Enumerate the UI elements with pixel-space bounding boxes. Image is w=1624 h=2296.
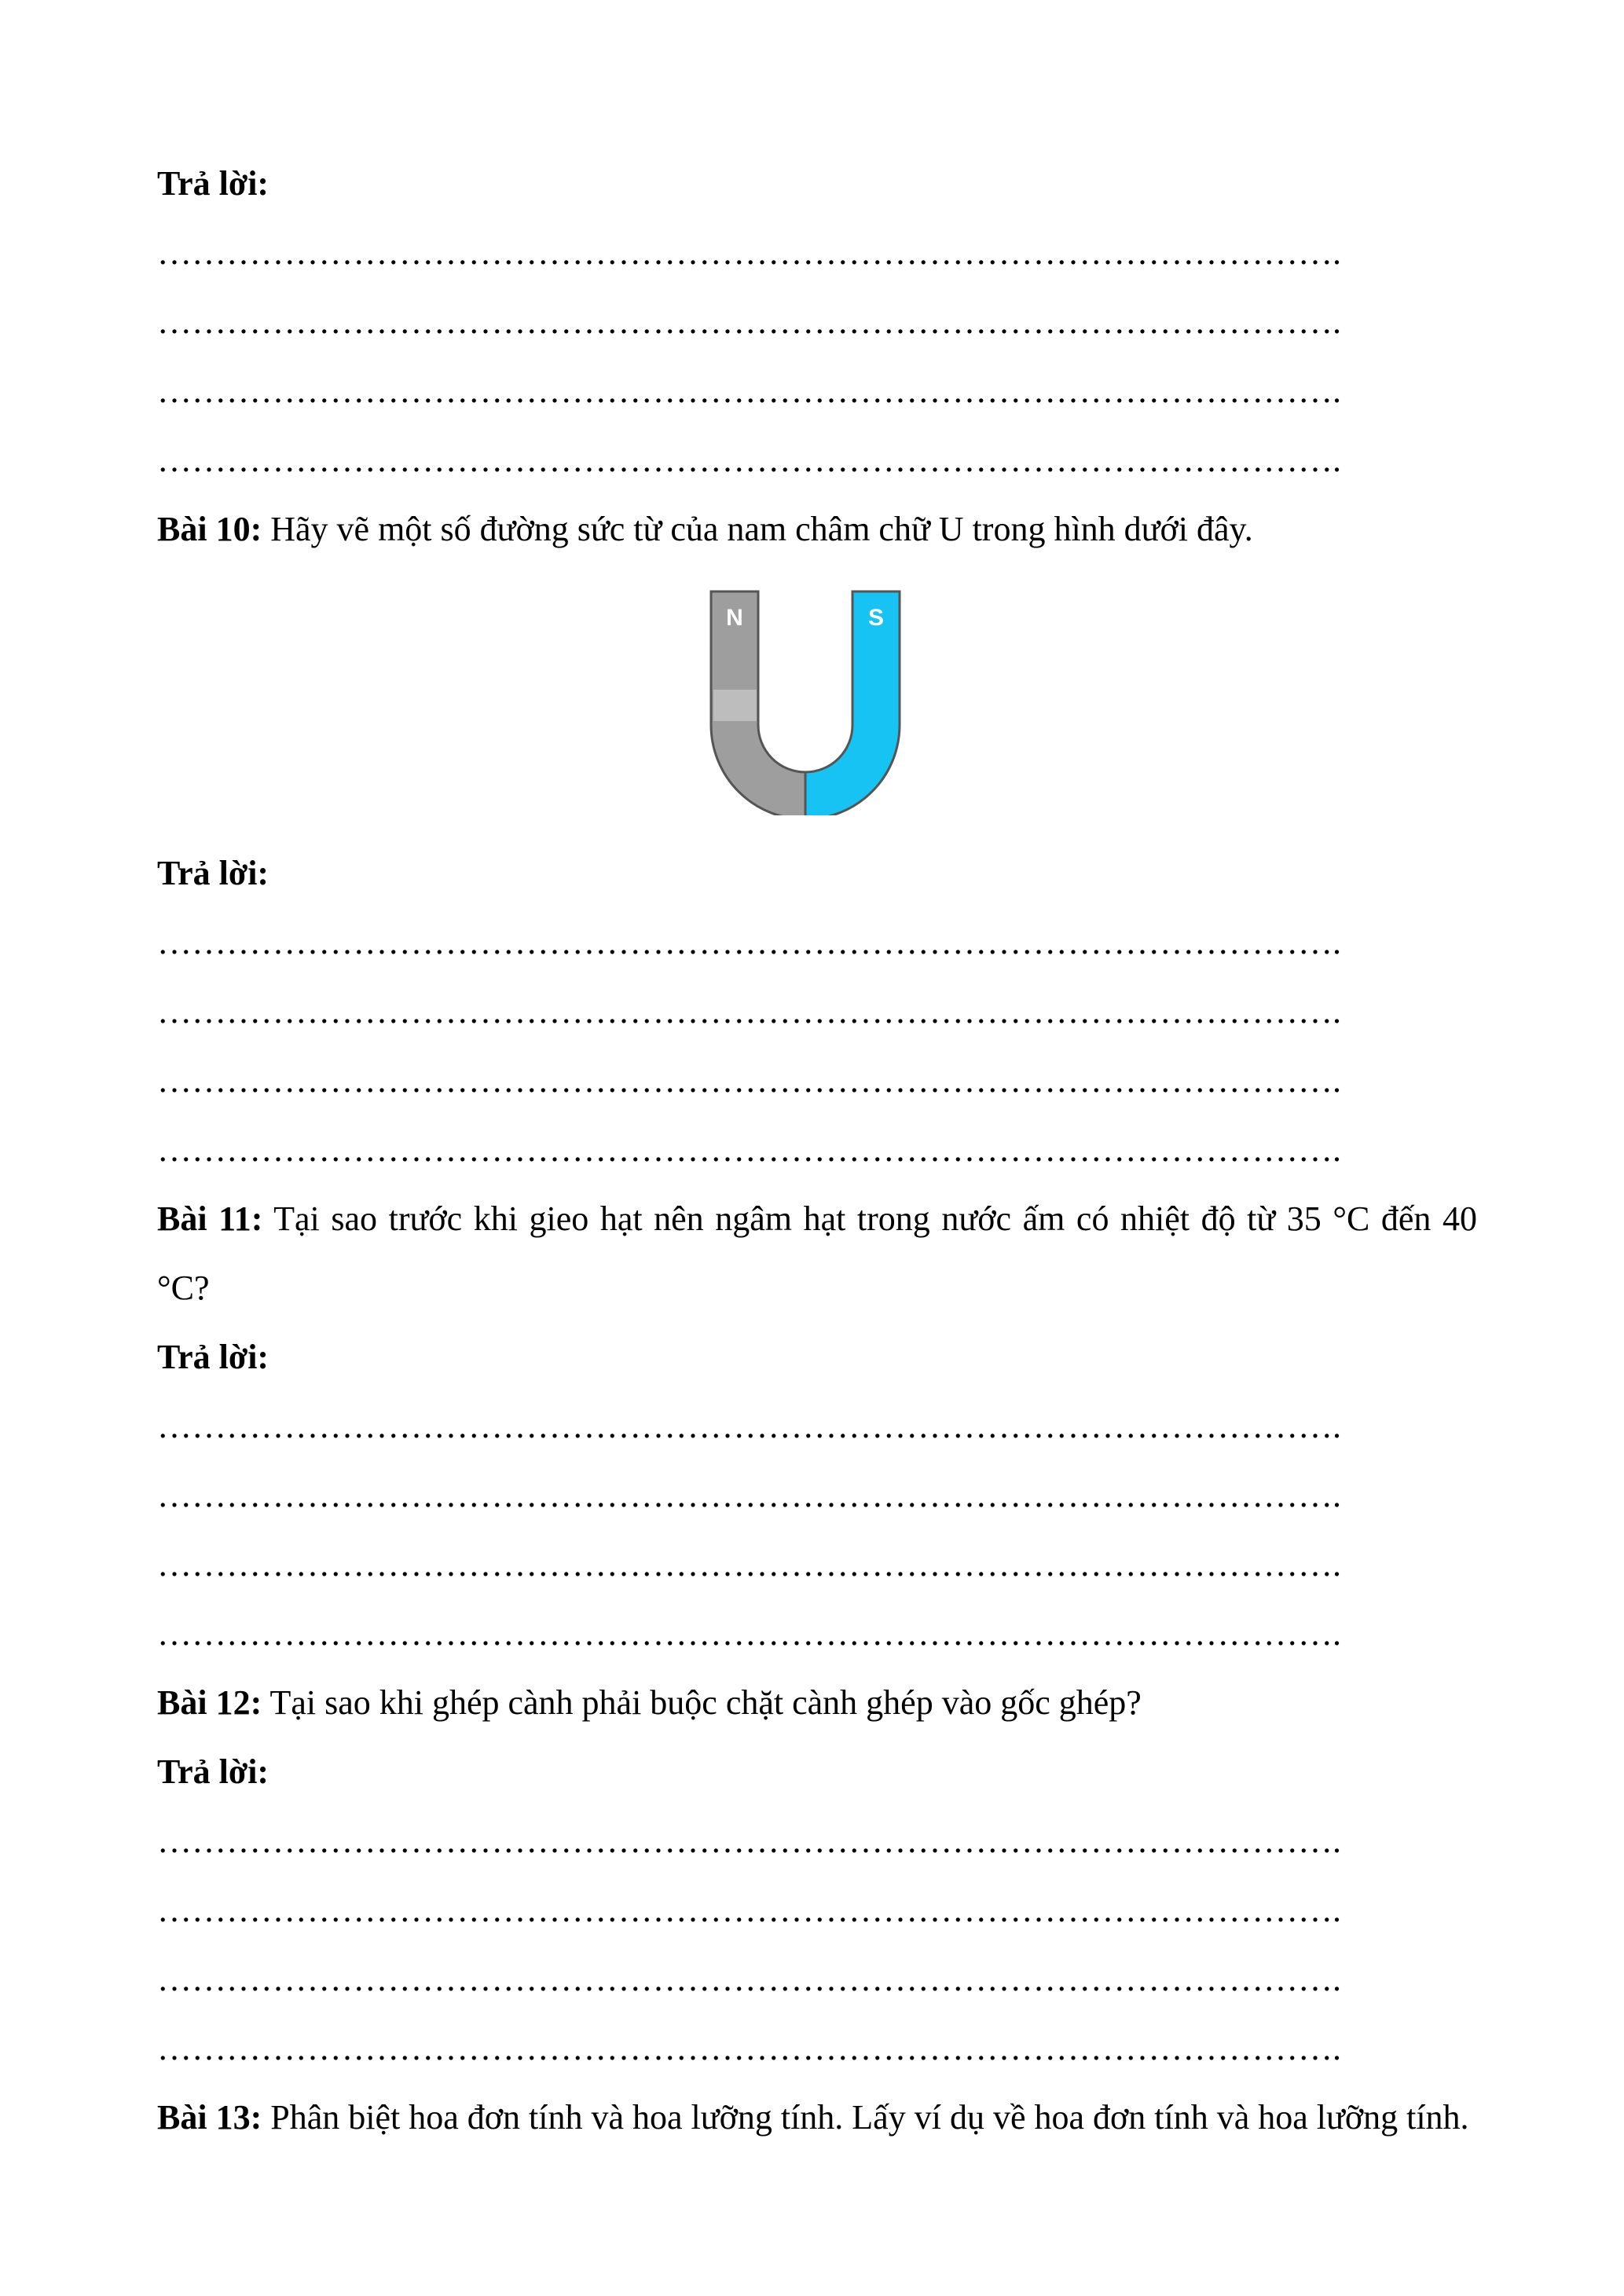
answer-line: ………………………………………………………………………………………….	[157, 1130, 1341, 1169]
answer-line: ………………………………………………………………………………………….	[157, 1891, 1341, 1929]
question-text: Hãy vẽ một số đường sức từ của nam châm chữ U trong hình dưới đây.	[262, 510, 1253, 548]
question-12	[157, 1668, 1477, 1738]
magnet-south-arm	[805, 591, 900, 815]
answer-line: ………………………………………………………………………………………….	[157, 2029, 1341, 2067]
answer-label: Trả lời:	[157, 164, 269, 203]
answer-line: ………………………………………………………………………………………….	[157, 302, 1341, 341]
answer-line: ………………………………………………………………………………………….	[157, 1960, 1341, 1998]
answer-line: ………………………………………………………………………………………….	[157, 1476, 1341, 1514]
answer-label: Trả lời:	[157, 1752, 269, 1791]
answer-line: ………………………………………………………………………………………….	[157, 1614, 1341, 1653]
magnet-shade-band	[713, 690, 757, 721]
question-text: Tại sao khi ghép cành phải buộc chặt cành ghép vào gốc ghép?	[262, 1683, 1142, 1722]
answer-line: ………………………………………………………………………………………….	[157, 1407, 1341, 1445]
magnet-south-label: S	[867, 605, 885, 631]
question-label: Bài 13:	[157, 2098, 262, 2137]
answer-line: ………………………………………………………………………………………….	[157, 992, 1341, 1031]
question-10	[157, 495, 1477, 564]
answer-line: ………………………………………………………………………………………….	[157, 1822, 1341, 1860]
answer-line: ………………………………………………………………………………………….	[157, 1545, 1341, 1584]
answer-line: ………………………………………………………………………………………….	[157, 923, 1341, 961]
answer-label: Trả lời:	[157, 854, 269, 892]
question-label: Bài 12:	[157, 1683, 262, 1722]
question-text: Tại sao trước khi gieo hạt nên ngâm hạt trong nước ấm có nhiệt độ từ 35 °C đến 40 °C?	[157, 1199, 1478, 1307]
question-11	[157, 1185, 1477, 1323]
answer-line: ………………………………………………………………………………………….	[157, 372, 1341, 410]
answer-label: Trả lời:	[157, 1338, 269, 1376]
magnet-north-label: N	[726, 605, 743, 631]
u-magnet-illustration	[707, 588, 904, 815]
u-magnet-figure	[157, 564, 1477, 839]
document-page	[157, 149, 1477, 2152]
question-13	[157, 2083, 1477, 2152]
question-text: Phân biệt hoa đơn tính và hoa lưỡng tính. Lấy ví dụ về hoa đơn tính và hoa lưỡng tính.	[262, 2098, 1469, 2137]
answer-line: ………………………………………………………………………………………….	[157, 1061, 1341, 1100]
answer-line: ………………………………………………………………………………………….	[157, 441, 1341, 479]
answer-line: ………………………………………………………………………………………….	[157, 233, 1341, 272]
question-label: Bài 11:	[157, 1199, 263, 1238]
question-label: Bài 10:	[157, 510, 262, 548]
